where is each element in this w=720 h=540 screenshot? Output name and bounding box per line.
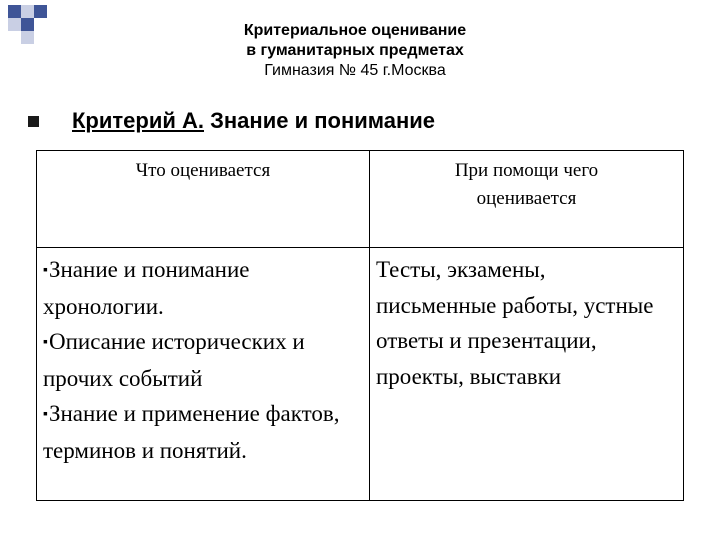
- decor-square-5: [21, 18, 34, 31]
- decor-square-1: [8, 5, 21, 18]
- list-item-text: Знание и применение фактов, терминов и понятий.: [43, 401, 340, 463]
- criterion-label: Критерий А.: [72, 108, 204, 133]
- decor-square-6: [21, 31, 34, 44]
- bullet-icon: ▪: [43, 263, 48, 278]
- table-header-row: [37, 151, 684, 248]
- slide-title: [180, 21, 530, 81]
- decor-square-3: [34, 5, 47, 18]
- list-item: [43, 396, 363, 468]
- title-line-1: Критериальное оценивание: [243, 22, 467, 39]
- cell-assessment-methods: [370, 248, 684, 501]
- header-cell-what: Что оценивается: [37, 151, 370, 248]
- list-item: [43, 252, 363, 324]
- bullet-square-icon: [28, 116, 39, 127]
- decor-square-2: [21, 5, 34, 18]
- table-row: [37, 248, 684, 501]
- header-how-text: При помощи чего оценивается: [454, 160, 599, 209]
- decor-square-4: [8, 18, 21, 31]
- title-line-3: Гимназия № 45 г.Москва: [264, 62, 446, 79]
- criteria-table: [36, 150, 684, 501]
- list-item-text: Знание и понимание хронологии.: [43, 257, 250, 319]
- list-item-text: Описание исторических и прочих событий: [43, 329, 305, 391]
- methods-text: Тесты, экзамены, письменные работы, устные ответы и презентации, проекты, выставки: [376, 257, 654, 389]
- header-cell-how: [370, 151, 684, 248]
- criterion-heading: [72, 108, 435, 134]
- criterion-topic: Знание и понимание: [204, 108, 436, 133]
- title-line-2: в гуманитарных предметах: [246, 42, 464, 59]
- cell-assessed-items: [37, 248, 370, 501]
- list-item: [43, 324, 363, 396]
- bullet-icon: ▪: [43, 407, 48, 422]
- bullet-icon: ▪: [43, 335, 48, 350]
